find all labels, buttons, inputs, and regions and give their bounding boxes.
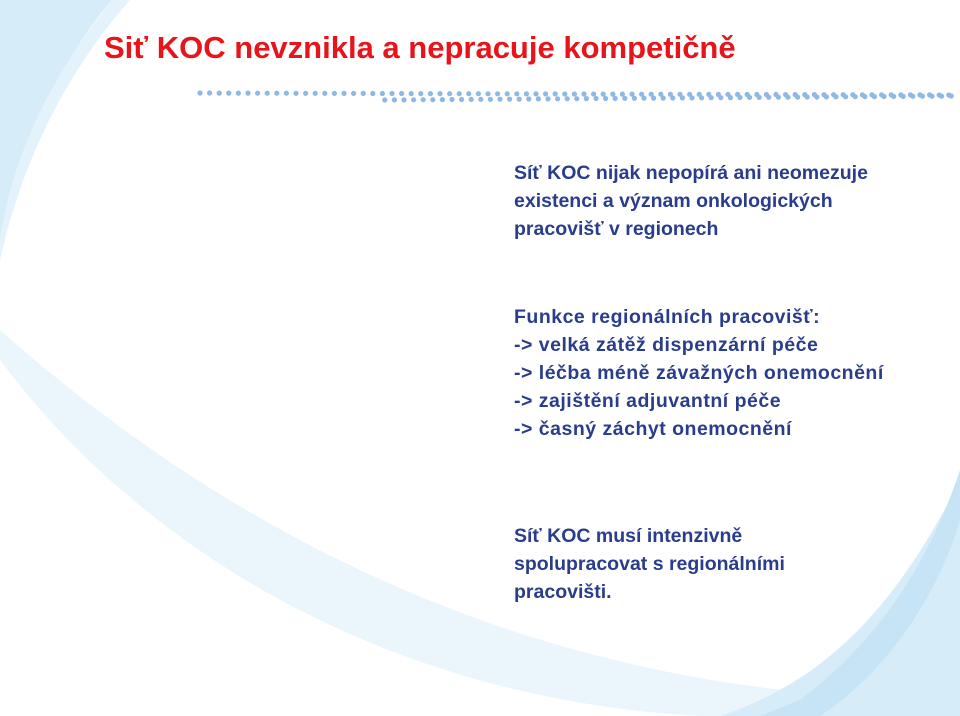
intro-line: Síť KOC nijak nepopírá ani neomezuje (514, 162, 868, 184)
conclusion-line: spolupracovat s regionálními (514, 553, 785, 575)
divider-dot (805, 94, 810, 99)
divider-dot (709, 95, 714, 100)
divider-dot (440, 97, 445, 102)
divider-dot (591, 91, 596, 96)
divider-dot (562, 91, 567, 96)
divider-dot (332, 91, 337, 96)
divider-dot (313, 91, 318, 96)
slide-title: Siť KOC nevznikla a nepracuje kompetičně (104, 30, 736, 65)
divider-dot (920, 94, 925, 99)
divider-dot (524, 91, 529, 96)
divider-dot (910, 94, 915, 99)
divider-dot (613, 96, 618, 101)
divider-dot (361, 91, 366, 96)
divider-dot (872, 94, 877, 99)
divider-dot (565, 96, 570, 101)
divider-dot (593, 96, 598, 101)
divider-dot (853, 94, 858, 99)
divider-dot (747, 95, 752, 100)
divider-dot (929, 94, 934, 99)
divider-dot (843, 94, 848, 99)
divider-dot (824, 94, 829, 99)
divider-dot (939, 94, 944, 99)
divider-dot (418, 91, 423, 96)
divider-dot (757, 95, 762, 100)
divider-dot (505, 91, 510, 96)
divider-dot (622, 96, 627, 101)
divider-dot (449, 97, 454, 102)
divider-dot (236, 91, 241, 96)
divider-dot (689, 95, 694, 100)
functions-heading: Funkce regionálních pracovišť: (514, 306, 821, 328)
divider-dot (485, 91, 490, 96)
functions-list (514, 303, 884, 443)
divider-dot (785, 95, 790, 100)
divider-dot (514, 91, 519, 96)
divider-dot (380, 91, 385, 96)
divider-dot (601, 92, 606, 97)
intro-line: pracovišť v regionech (514, 218, 719, 240)
divider-dot (728, 95, 733, 100)
divider-dot (553, 91, 558, 96)
divider-dot (341, 91, 346, 96)
divider-dot (284, 91, 289, 96)
function-item: -> velká zátěž dispenzární péče (514, 334, 819, 356)
divider-dot (632, 96, 637, 101)
divider-dot (766, 95, 771, 100)
divider-dot (488, 97, 493, 102)
divider-dot (507, 97, 512, 102)
divider-dot (478, 97, 483, 102)
divider-dot (718, 95, 723, 100)
divider-dot (392, 97, 397, 102)
divider-dot (401, 97, 406, 102)
divider-dot (517, 97, 522, 102)
intro-paragraph (514, 159, 868, 243)
divider-dot (526, 96, 531, 101)
intro-line: existenci a význam onkologických (514, 190, 833, 212)
divider-dot (862, 94, 867, 99)
divider-dot (430, 97, 435, 102)
divider-dot (543, 91, 548, 96)
divider-dot (370, 91, 375, 96)
divider-dot (274, 91, 279, 96)
divider-dot (457, 91, 462, 96)
conclusion-paragraph (514, 522, 785, 606)
divider-dot (437, 91, 442, 96)
divider-dot (699, 95, 704, 100)
divider-dot (411, 97, 416, 102)
divider-dot (207, 90, 212, 95)
divider-dot (603, 96, 608, 101)
divider-dot (322, 91, 327, 96)
divider-dot (226, 91, 231, 96)
divider-dot (217, 91, 222, 96)
divider-dot (776, 95, 781, 100)
divider-dot (833, 94, 838, 99)
divider-dot (680, 95, 685, 100)
divider-dot (447, 91, 452, 96)
divider-dot (469, 97, 474, 102)
divider-dot (389, 91, 394, 96)
divider-dot (574, 96, 579, 101)
divider-dot (245, 91, 250, 96)
divider-dot (533, 91, 538, 96)
divider-dot (421, 97, 426, 102)
divider-dot (351, 91, 356, 96)
divider-dot (536, 96, 541, 101)
divider-dot (476, 91, 481, 96)
divider-dot (265, 91, 270, 96)
divider-dot (795, 95, 800, 100)
function-item: -> zajištění adjuvantní péče (514, 390, 782, 412)
divider-dot (497, 97, 502, 102)
divider-dot (197, 90, 202, 95)
divider-dot (661, 96, 666, 101)
divider-dot (545, 96, 550, 101)
divider-dot (495, 91, 500, 96)
divider-dot (670, 95, 675, 100)
conclusion-line: Síť KOC musí intenzivně (514, 525, 743, 547)
divider-dot (814, 94, 819, 99)
divider-dot (737, 95, 742, 100)
divider-dot (881, 94, 886, 99)
divider-dot (255, 91, 260, 96)
divider-dot (466, 91, 471, 96)
divider-dot (651, 96, 656, 101)
divider-dot (409, 91, 414, 96)
divider-dot (555, 96, 560, 101)
divider-dot (572, 91, 577, 96)
divider-dot (399, 91, 404, 96)
function-item: -> časný záchyt onemocnění (514, 418, 792, 440)
divider-dot (641, 96, 646, 101)
divider-dot (428, 91, 433, 96)
divider-dot (901, 94, 906, 99)
divider-dot (293, 91, 298, 96)
divider-dot (949, 93, 954, 98)
conclusion-line: pracovišti. (514, 581, 612, 603)
function-item: -> léčba méně závažných onemocnění (514, 362, 884, 384)
divider-dot (891, 94, 896, 99)
divider-dot (584, 96, 589, 101)
divider-dot (303, 91, 308, 96)
divider-dot (581, 91, 586, 96)
divider-dot (459, 97, 464, 102)
divider-dot (382, 97, 387, 102)
